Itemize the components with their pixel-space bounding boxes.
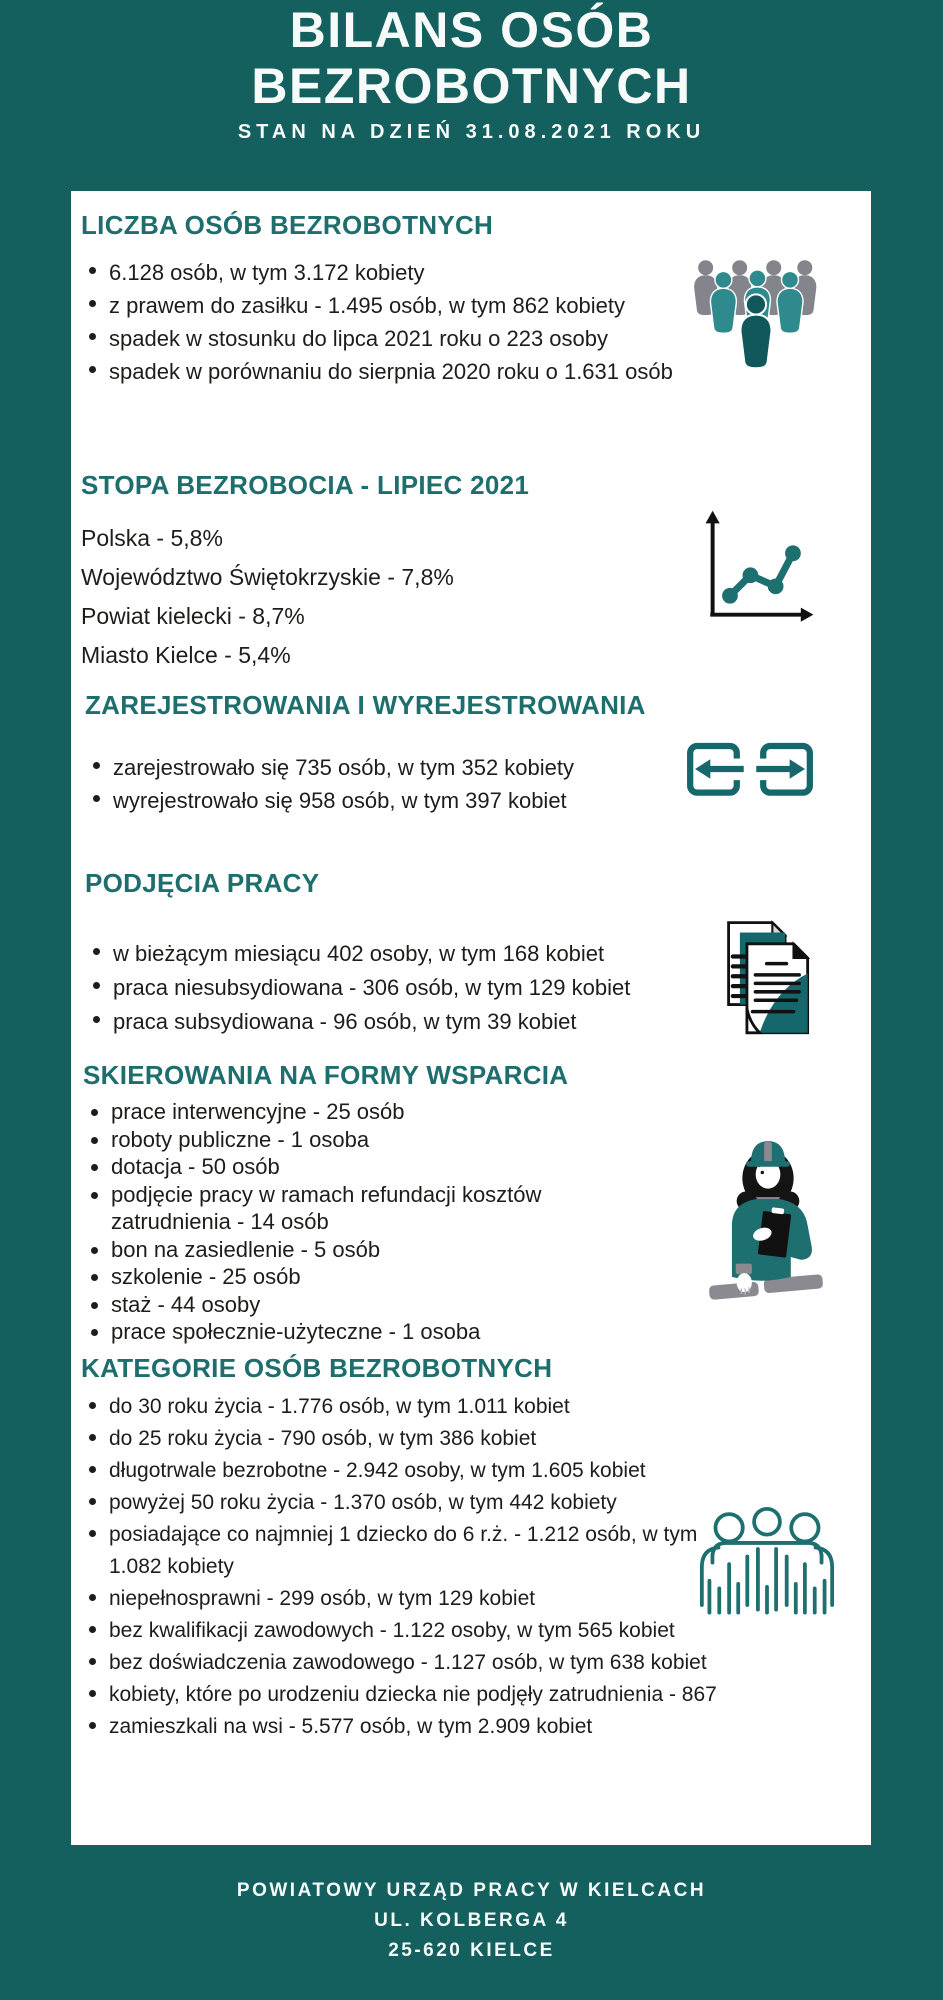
section-heading: STOPA BEZROBOCIA - LIPIEC 2021 xyxy=(81,470,530,500)
bullet-list xyxy=(85,937,685,1039)
list-item: do 25 roku życia - 790 osób, w tym 386 kobiet xyxy=(81,1423,726,1455)
list-item: roboty publiczne - 1 osoba xyxy=(83,1126,643,1154)
crowd-icon xyxy=(679,244,827,378)
list-item: wyrejestrowało się 958 osób, w tym 397 kobiet xyxy=(85,784,685,817)
bullet-list xyxy=(83,1098,643,1346)
list-item: prace interwencyjne - 25 osób xyxy=(83,1098,643,1126)
section-heading: LICZBA OSÓB BEZROBOTNYCH xyxy=(81,210,494,240)
bullet-list xyxy=(81,256,681,388)
list-item: Miasto Kielce - 5,4% xyxy=(81,642,291,668)
section-heading: ZAREJESTROWANIA I WYREJESTROWANIA xyxy=(85,690,646,720)
list-item: kobiety, które po urodzeniu dziecka nie podjęły zatrudnienia - 867 xyxy=(81,1679,726,1711)
list-item: prace społecznie-użyteczne - 1 osoba xyxy=(83,1318,643,1346)
bullet-list xyxy=(85,751,685,817)
list-item: Województwo Świętokrzyskie - 7,8% xyxy=(81,564,454,590)
page-title-text: BILANS OSÓB BEZROBOTNYCH xyxy=(251,2,692,114)
section-zarejestrowania xyxy=(85,690,685,817)
list-item: długotrwale bezrobotne - 2.942 osoby, w tym 1.605 kobiet xyxy=(81,1455,726,1487)
list-item: staż - 44 osoby xyxy=(83,1291,643,1319)
list-item: posiadające co najmniej 1 dziecko do 6 r.ż. - 1.212 osób, w tym 1.082 kobiety xyxy=(81,1519,726,1583)
list-item: Polska - 5,8% xyxy=(81,525,223,551)
footer-org-name: POWIATOWY URZĄD PRACY W KIELCACH xyxy=(236,1880,707,1901)
list-item: praca subsydiowana - 96 osób, w tym 39 kobiet xyxy=(85,1005,685,1039)
list-item: podjęcie pracy w ramach refundacji kosztów zatrudnienia - 14 osób xyxy=(83,1181,643,1236)
bullet-list xyxy=(81,1391,726,1743)
list-item: z prawem do zasiłku - 1.495 osób, w tym 862 kobiety xyxy=(81,289,681,322)
list-item: zamieszkali na wsi - 5.577 osób, w tym 2.909 kobiet xyxy=(81,1711,726,1743)
footer-street: UL. KOLBERGA 4 xyxy=(374,1910,569,1931)
list-item: w bieżącym miesiącu 402 osoby, w tym 168 kobiet xyxy=(85,937,685,971)
list-item: powyżej 50 roku życia - 1.370 osób, w tym 442 kobiety xyxy=(81,1487,726,1519)
section-heading: PODJĘCIA PRACY xyxy=(85,868,320,898)
content-card xyxy=(71,191,871,1845)
list-item: bez doświadczenia zawodowego - 1.127 osób, w tym 638 kobiet xyxy=(81,1647,726,1679)
footer xyxy=(0,1876,943,1966)
list-item: bez kwalifikacji zawodowych - 1.122 osoby, w tym 565 kobiet xyxy=(81,1615,726,1647)
section-podjecia-pracy xyxy=(85,868,685,1039)
list-item: do 30 roku życia - 1.776 osób, w tym 1.011 kobiet xyxy=(81,1391,726,1423)
list-item: spadek w stosunku do lipca 2021 roku o 223 osoby xyxy=(81,322,681,355)
page-subtitle: STAN NA DZIEŃ 31.08.2021 ROKU xyxy=(237,121,706,143)
section-heading: SKIEROWANIA NA FORMY WSPARCIA xyxy=(83,1060,569,1090)
list-item: niepełnosprawni - 299 osób, w tym 129 kobiet xyxy=(81,1583,726,1615)
list-item: praca niesubsydiowana - 306 osób, w tym 129 kobiet xyxy=(85,971,685,1005)
list-item: Powiat kielecki - 8,7% xyxy=(81,603,305,629)
worker-icon xyxy=(701,1125,835,1313)
page-title xyxy=(0,2,943,114)
section-kategorie xyxy=(81,1353,726,1743)
section-stopa-bezrobocia xyxy=(81,470,681,675)
list-item: zarejestrowało się 735 osób, w tym 352 kobiety xyxy=(85,751,685,784)
list-item: bon na zasiedlenie - 5 osób xyxy=(83,1236,643,1264)
line-chart-icon xyxy=(689,506,815,632)
list-item: 6.128 osób, w tym 3.172 kobiety xyxy=(81,256,681,289)
list-item: spadek w porównaniu do sierpnia 2020 roku o 1.631 osób xyxy=(81,355,681,388)
section-skierowania xyxy=(83,1060,643,1346)
list-item: szkolenie - 25 osób xyxy=(83,1263,643,1291)
section-liczba-osob xyxy=(81,210,681,388)
transfer-arrows-icon xyxy=(683,737,817,801)
footer-city: 25-620 KIELCE xyxy=(388,1940,555,1961)
list-item: dotacja - 50 osób xyxy=(83,1153,643,1181)
text-list xyxy=(81,519,681,675)
team-icon xyxy=(691,1499,843,1649)
section-heading: KATEGORIE OSÓB BEZROBOTNYCH xyxy=(81,1353,553,1383)
documents-icon xyxy=(713,917,819,1037)
